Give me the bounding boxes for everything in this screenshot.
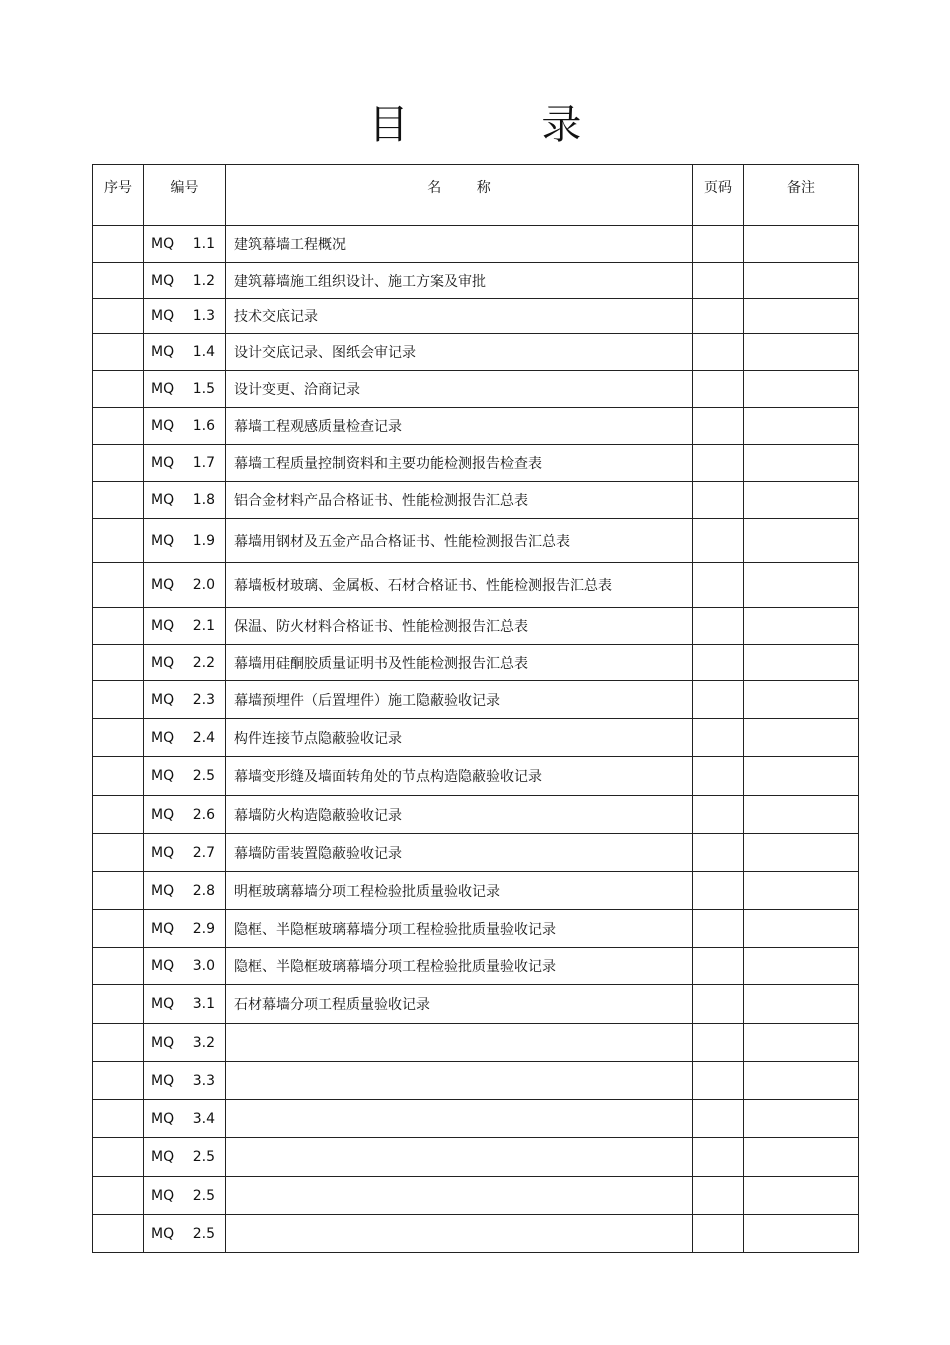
seq-cell	[93, 608, 144, 645]
code-number: 2.5	[192, 768, 215, 784]
code-prefix: MQ	[151, 729, 175, 746]
code-number: 2.8	[192, 882, 215, 899]
code-prefix: MQ	[151, 618, 175, 634]
table-row	[93, 796, 859, 834]
seq-cell	[93, 408, 144, 445]
seq-cell	[93, 948, 144, 985]
code-cell	[144, 263, 226, 299]
page-cell	[693, 948, 744, 985]
page-cell	[693, 371, 744, 408]
code-cell	[144, 985, 226, 1024]
code-prefix: MQ	[151, 1072, 175, 1089]
table-row	[93, 719, 859, 757]
item-name: 幕墙防雷装置隐蔽验收记录	[226, 834, 693, 872]
table-row	[93, 1062, 859, 1100]
remark-cell	[744, 445, 859, 482]
code-cell	[144, 408, 226, 445]
code-cell	[144, 1215, 226, 1253]
table-row	[93, 1024, 859, 1062]
code-cell	[144, 371, 226, 408]
remark-cell	[744, 872, 859, 910]
remark-cell	[744, 681, 859, 719]
seq-cell	[93, 757, 144, 796]
code-cell	[144, 910, 226, 948]
table-row	[93, 948, 859, 985]
page-cell	[693, 834, 744, 872]
table-header-row	[93, 165, 859, 226]
seq-cell	[93, 796, 144, 834]
code-prefix: MQ	[151, 806, 175, 823]
item-name: 设计变更、洽商记录	[226, 371, 693, 408]
seq-cell	[93, 910, 144, 948]
page-cell	[693, 645, 744, 681]
code-prefix: MQ	[151, 920, 175, 937]
code-cell	[144, 719, 226, 757]
page-title: 目 录	[368, 102, 642, 148]
item-name: 幕墙工程观感质量检查记录	[226, 408, 693, 445]
seq-cell	[93, 1138, 144, 1177]
page-cell	[693, 910, 744, 948]
code-cell	[144, 563, 226, 608]
code-number: 2.3	[192, 691, 215, 708]
remark-cell	[744, 482, 859, 519]
table-row	[93, 334, 859, 371]
code-cell	[144, 1062, 226, 1100]
toc-table	[92, 164, 859, 1253]
remark-cell	[744, 910, 859, 948]
code-prefix: MQ	[151, 577, 175, 593]
code-prefix: MQ	[151, 654, 175, 671]
code-cell	[144, 757, 226, 796]
code-cell	[144, 1138, 226, 1177]
code-number: 1.8	[192, 492, 215, 508]
header-page: 页码	[693, 165, 744, 226]
item-name: 隐框、半隐框玻璃幕墙分项工程检验批质量验收记录	[226, 948, 693, 985]
code-prefix: MQ	[151, 381, 175, 397]
item-name	[226, 1024, 693, 1062]
remark-cell	[744, 1024, 859, 1062]
remark-cell	[744, 1215, 859, 1253]
seq-cell	[93, 1177, 144, 1215]
seq-cell	[93, 834, 144, 872]
code-prefix: MQ	[151, 882, 175, 899]
remark-cell	[744, 985, 859, 1024]
code-prefix: MQ	[151, 272, 175, 289]
item-name	[226, 1100, 693, 1138]
code-number: 3.3	[192, 1072, 215, 1089]
seq-cell	[93, 263, 144, 299]
code-cell	[144, 796, 226, 834]
header-seq: 序号	[93, 165, 144, 226]
item-name: 幕墙预埋件（后置埋件）施工隐蔽验收记录	[226, 681, 693, 719]
code-number: 2.6	[192, 806, 215, 823]
code-cell	[144, 1177, 226, 1215]
code-number: 2.7	[192, 844, 215, 861]
page-cell	[693, 519, 744, 563]
seq-cell	[93, 645, 144, 681]
code-number: 2.5	[192, 1225, 215, 1242]
code-number: 1.9	[192, 532, 215, 549]
code-prefix: MQ	[151, 532, 175, 549]
code-number: 2.9	[192, 920, 215, 937]
seq-cell	[93, 985, 144, 1024]
page-cell	[693, 1062, 744, 1100]
remark-cell	[744, 1062, 859, 1100]
remark-cell	[744, 408, 859, 445]
header-code: 编号	[144, 165, 226, 226]
seq-cell	[93, 1100, 144, 1138]
remark-cell	[744, 299, 859, 334]
item-name: 石材幕墙分项工程质量验收记录	[226, 985, 693, 1024]
remark-cell	[744, 1138, 859, 1177]
remark-cell	[744, 796, 859, 834]
code-cell	[144, 299, 226, 334]
item-name: 建筑幕墙施工组织设计、施工方案及审批	[226, 263, 693, 299]
header-name: 名 称	[226, 165, 693, 226]
code-prefix: MQ	[151, 1225, 175, 1242]
code-number: 1.4	[192, 344, 215, 360]
page-cell	[693, 719, 744, 757]
seq-cell	[93, 334, 144, 371]
item-name: 铝合金材料产品合格证书、性能检测报告汇总表	[226, 482, 693, 519]
table-row	[93, 371, 859, 408]
seq-cell	[93, 872, 144, 910]
table-row	[93, 1100, 859, 1138]
code-cell	[144, 334, 226, 371]
seq-cell	[93, 681, 144, 719]
code-prefix: MQ	[151, 1110, 175, 1127]
page-cell	[693, 1024, 744, 1062]
remark-cell	[744, 563, 859, 608]
table-row	[93, 1215, 859, 1253]
code-number: 2.5	[192, 1149, 215, 1165]
code-number: 1.7	[192, 455, 215, 471]
code-cell	[144, 1100, 226, 1138]
table-row	[93, 910, 859, 948]
item-name: 幕墙变形缝及墙面转角处的节点构造隐蔽验收记录	[226, 757, 693, 796]
seq-cell	[93, 226, 144, 263]
page-cell	[693, 608, 744, 645]
code-number: 2.4	[192, 729, 215, 746]
code-prefix: MQ	[151, 1034, 175, 1051]
seq-cell	[93, 563, 144, 608]
table-row	[93, 757, 859, 796]
code-cell	[144, 872, 226, 910]
page-cell	[693, 757, 744, 796]
table-row	[93, 681, 859, 719]
table-row	[93, 299, 859, 334]
code-prefix: MQ	[151, 1149, 175, 1165]
item-name: 保温、防火材料合格证书、性能检测报告汇总表	[226, 608, 693, 645]
code-cell	[144, 1024, 226, 1062]
code-cell	[144, 608, 226, 645]
item-name	[226, 1215, 693, 1253]
remark-cell	[744, 1100, 859, 1138]
code-prefix: MQ	[151, 691, 175, 708]
remark-cell	[744, 334, 859, 371]
page-cell	[693, 1177, 744, 1215]
remark-cell	[744, 226, 859, 263]
code-prefix: MQ	[151, 455, 175, 471]
seq-cell	[93, 299, 144, 334]
code-prefix: MQ	[151, 844, 175, 861]
item-name: 隐框、半隐框玻璃幕墙分项工程检验批质量验收记录	[226, 910, 693, 948]
remark-cell	[744, 608, 859, 645]
table-row	[93, 226, 859, 263]
page-cell	[693, 872, 744, 910]
table-row	[93, 563, 859, 608]
code-number: 1.3	[192, 308, 215, 324]
remark-cell	[744, 719, 859, 757]
remark-cell	[744, 519, 859, 563]
code-number: 2.0	[192, 577, 215, 593]
page-cell	[693, 1138, 744, 1177]
code-prefix: MQ	[151, 344, 175, 360]
code-cell	[144, 482, 226, 519]
table-row	[93, 445, 859, 482]
item-name: 明框玻璃幕墙分项工程检验批质量验收记录	[226, 872, 693, 910]
table-row	[93, 985, 859, 1024]
seq-cell	[93, 482, 144, 519]
seq-cell	[93, 1024, 144, 1062]
item-name: 幕墙用硅酮胶质量证明书及性能检测报告汇总表	[226, 645, 693, 681]
item-name: 建筑幕墙工程概况	[226, 226, 693, 263]
remark-cell	[744, 371, 859, 408]
table-row	[93, 645, 859, 681]
seq-cell	[93, 1215, 144, 1253]
item-name: 幕墙用钢材及五金产品合格证书、性能检测报告汇总表	[226, 519, 693, 563]
table-row	[93, 263, 859, 299]
page-cell	[693, 263, 744, 299]
code-cell	[144, 519, 226, 563]
code-number: 1.6	[192, 418, 215, 434]
remark-cell	[744, 263, 859, 299]
item-name	[226, 1062, 693, 1100]
code-prefix: MQ	[151, 768, 175, 784]
page-cell	[693, 985, 744, 1024]
page-cell	[693, 334, 744, 371]
code-prefix: MQ	[151, 308, 175, 324]
page-cell	[693, 226, 744, 263]
code-cell	[144, 681, 226, 719]
seq-cell	[93, 371, 144, 408]
table-row	[93, 519, 859, 563]
seq-cell	[93, 519, 144, 563]
remark-cell	[744, 1177, 859, 1215]
page-cell	[693, 563, 744, 608]
table-row	[93, 1177, 859, 1215]
table-row	[93, 872, 859, 910]
item-name: 构件连接节点隐蔽验收记录	[226, 719, 693, 757]
table-row	[93, 408, 859, 445]
remark-cell	[744, 948, 859, 985]
remark-cell	[744, 645, 859, 681]
page-cell	[693, 1100, 744, 1138]
item-name: 幕墙板材玻璃、金属板、石材合格证书、性能检测报告汇总表	[226, 563, 693, 608]
code-number: 3.4	[192, 1110, 215, 1127]
remark-cell	[744, 757, 859, 796]
page-cell	[693, 445, 744, 482]
code-prefix: MQ	[151, 418, 175, 434]
code-number: 3.1	[192, 996, 215, 1012]
code-number: 3.0	[192, 958, 215, 974]
page-cell	[693, 482, 744, 519]
code-number: 2.5	[192, 1187, 215, 1204]
page-cell	[693, 1215, 744, 1253]
item-name: 技术交底记录	[226, 299, 693, 334]
code-prefix: MQ	[151, 492, 175, 508]
table-row	[93, 608, 859, 645]
item-name	[226, 1138, 693, 1177]
item-name	[226, 1177, 693, 1215]
code-prefix: MQ	[151, 1187, 175, 1204]
code-prefix: MQ	[151, 236, 175, 252]
seq-cell	[93, 1062, 144, 1100]
code-prefix: MQ	[151, 958, 175, 974]
code-number: 1.1	[192, 236, 215, 252]
seq-cell	[93, 445, 144, 482]
code-number: 3.2	[192, 1034, 215, 1051]
table-row	[93, 1138, 859, 1177]
header-remark: 备注	[744, 165, 859, 226]
code-cell	[144, 445, 226, 482]
code-prefix: MQ	[151, 996, 175, 1012]
code-number: 1.5	[192, 381, 215, 397]
code-number: 1.2	[192, 272, 215, 289]
page-cell	[693, 796, 744, 834]
table-row	[93, 482, 859, 519]
page-cell	[693, 681, 744, 719]
table-row	[93, 834, 859, 872]
remark-cell	[744, 834, 859, 872]
item-name: 幕墙防火构造隐蔽验收记录	[226, 796, 693, 834]
code-number: 2.2	[192, 654, 215, 671]
code-cell	[144, 948, 226, 985]
page-cell	[693, 299, 744, 334]
code-number: 2.1	[192, 618, 215, 634]
code-cell	[144, 226, 226, 263]
seq-cell	[93, 719, 144, 757]
item-name: 幕墙工程质量控制资料和主要功能检测报告检查表	[226, 445, 693, 482]
item-name: 设计交底记录、图纸会审记录	[226, 334, 693, 371]
code-cell	[144, 834, 226, 872]
page-cell	[693, 408, 744, 445]
code-cell	[144, 645, 226, 681]
